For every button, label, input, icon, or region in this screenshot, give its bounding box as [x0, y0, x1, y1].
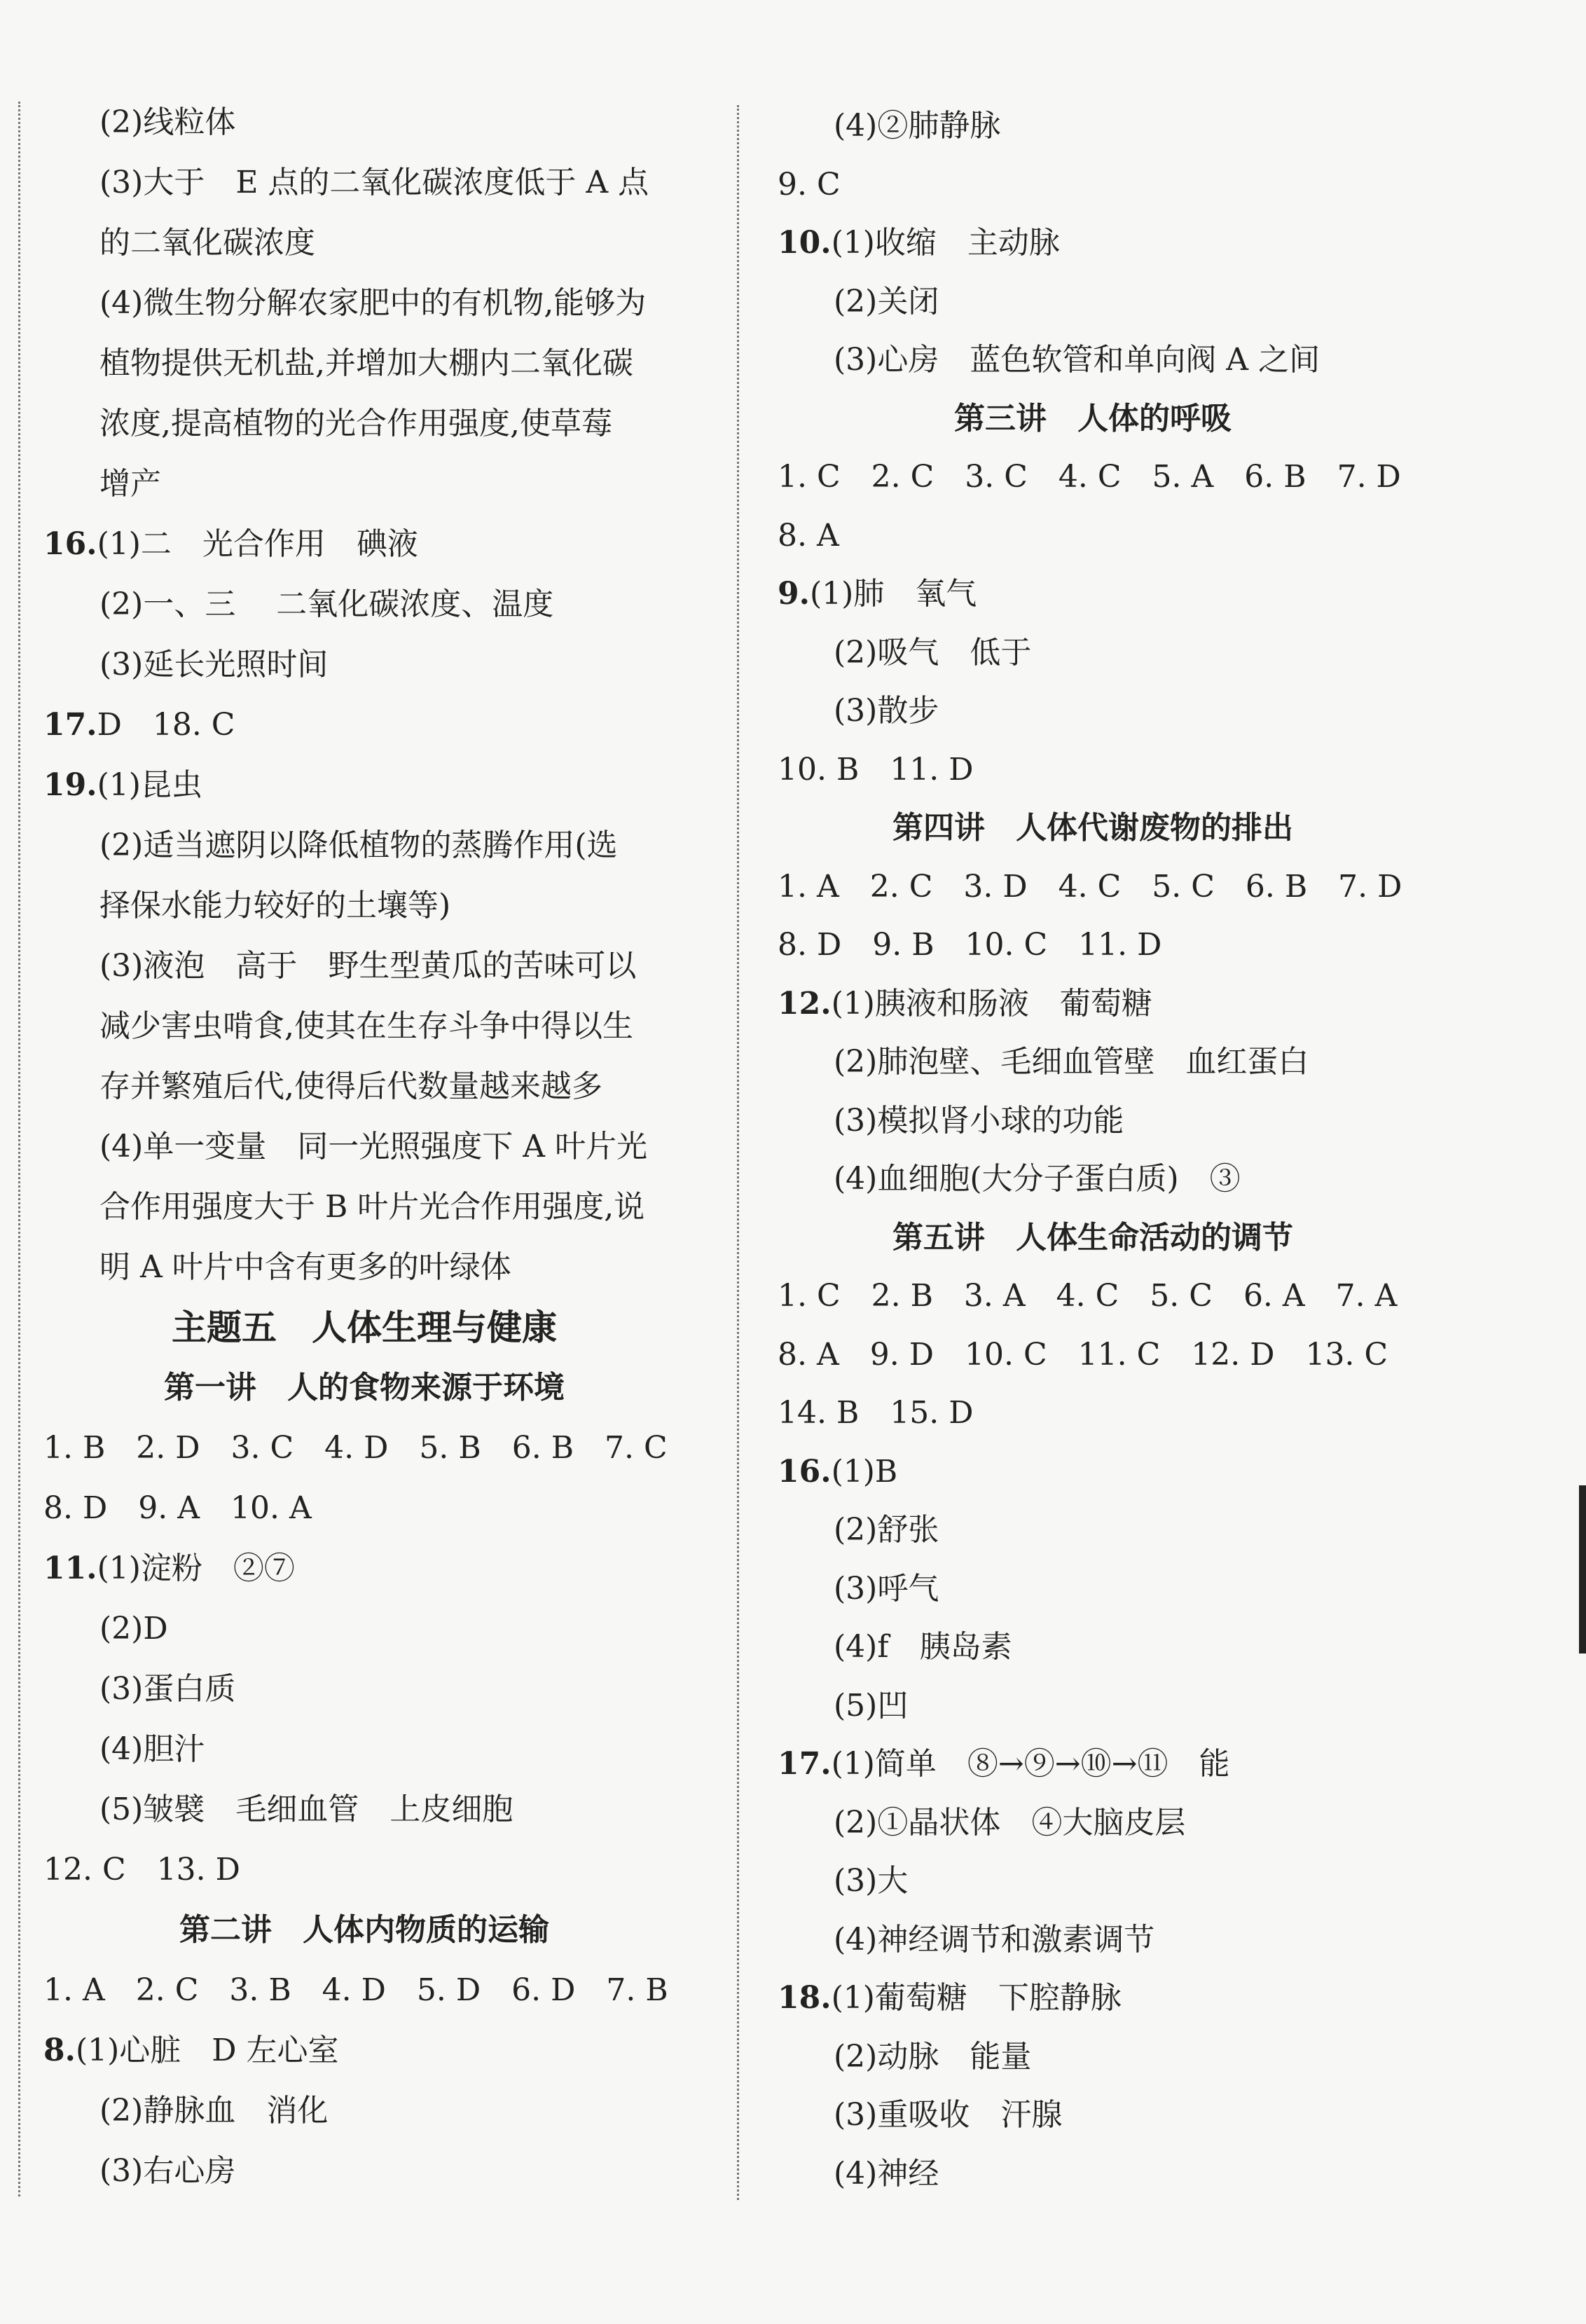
answer-text: (2)舒张	[834, 1512, 939, 1548]
answer-line	[99, 1005, 633, 1047]
answer-line	[778, 983, 1152, 1025]
column-divider-dotted-line	[737, 105, 739, 2200]
heading-text: 第四讲 人体代谢废物的排出	[892, 810, 1293, 846]
heading-text: 第五讲 人体生命活动的调节	[892, 1219, 1293, 1256]
answer-line	[834, 339, 1320, 381]
answer-text: 1. A 2. C 3. D 4. C 5. C 6. B 7. D	[778, 868, 1402, 905]
answer-line	[778, 1977, 1122, 2019]
question-number: 17.	[778, 1746, 832, 1782]
answer-line	[834, 281, 939, 323]
answer-text: (3)心房 蓝色软管和单向阀 A 之间	[834, 342, 1320, 378]
answer-line	[99, 1066, 602, 1108]
answer-line	[99, 1186, 644, 1228]
answer-line	[834, 1158, 1241, 1200]
answer-text: (4)单一变量 同一光照强度下 A 叶片光	[99, 1129, 648, 1164]
left-margin-dotted-line	[18, 102, 20, 2196]
answer-line	[778, 1743, 1230, 1785]
answer-line	[778, 515, 839, 557]
answer-text: 合作用强度大于 B 叶片光合作用强度,说	[99, 1189, 645, 1225]
heading-text: 主题五 人体生理与健康	[172, 1307, 557, 1348]
answer-line	[99, 885, 450, 927]
heading-text: 第二讲 人体内物质的运输	[179, 1912, 549, 1948]
answer-line	[43, 523, 418, 565]
answer-line	[778, 1451, 897, 1493]
section-heading	[743, 398, 1443, 440]
answer-text: 8. D 9. A 10. A	[43, 1490, 312, 1526]
answer-text: (3)延长光照时间	[99, 647, 329, 682]
answer-text: 8. A 9. D 10. C 11. C 12. D 13. C	[778, 1336, 1388, 1373]
answer-line	[99, 1126, 647, 1168]
answer-text: 9. C	[778, 166, 841, 202]
answer-text: (2)线粒体	[99, 104, 236, 140]
answer-text: (4)血细胞(大分子蛋白质) ③	[834, 1161, 1241, 1197]
section-heading	[0, 1367, 729, 1409]
question-number: 16.	[778, 1453, 832, 1490]
question-number: 10.	[778, 225, 832, 261]
answer-line	[99, 644, 328, 686]
question-number: 17.	[43, 707, 97, 743]
answer-text: (1)淀粉 ②⑦	[97, 1551, 295, 1586]
answer-text: 8. A	[778, 517, 839, 554]
answer-line	[43, 1487, 312, 1529]
answer-text: (3)右心房	[99, 2153, 236, 2189]
answer-text: 1. C 2. C 3. C 4. C 5. A 6. B 7. D	[778, 459, 1401, 495]
answer-line	[99, 1608, 168, 1650]
answer-text: (1)二 光合作用 碘液	[97, 526, 418, 562]
answer-line	[778, 1275, 1397, 1317]
answer-line	[834, 1568, 939, 1610]
answer-line	[43, 1849, 240, 1891]
answer-line	[834, 690, 939, 732]
answer-line	[99, 2090, 328, 2132]
answer-line	[99, 2150, 235, 2192]
answer-text: (3)散步	[834, 693, 939, 729]
answer-text: (4)微生物分解农家肥中的有机物,能够为	[99, 285, 647, 321]
answer-text: (2)静脉血 消化	[99, 2093, 329, 2129]
answer-text: (3)呼气	[834, 1570, 939, 1607]
answer-line	[99, 403, 612, 445]
answer-line	[43, 1427, 668, 1469]
answer-line	[834, 2036, 1031, 2078]
question-number: 19.	[43, 767, 97, 803]
answer-text: (3)蛋白质	[99, 1671, 236, 1707]
answer-line	[43, 2030, 339, 2072]
answer-text: (1)心脏 D 左心室	[75, 2033, 339, 2068]
answer-text: D 18. C	[97, 707, 235, 743]
heading-text: 第三讲 人体的呼吸	[954, 400, 1232, 436]
answer-line	[99, 1246, 511, 1288]
answer-line	[99, 1728, 205, 1770]
answer-text: (3)模拟肾小球的功能	[834, 1102, 1124, 1139]
answer-text: (3)大于 E 点的二氧化碳浓度低于 A 点	[99, 165, 649, 200]
answer-text: 的二氧化碳浓度	[99, 225, 315, 261]
answer-text: (4)神经	[834, 2155, 939, 2192]
answer-line	[43, 1969, 668, 2012]
answer-line	[99, 282, 646, 324]
answer-text: (4)神经调节和激素调节	[834, 1921, 1155, 1958]
answer-text: (2)吸气 低于	[834, 634, 1032, 671]
answer-line	[99, 463, 161, 505]
answer-line	[99, 1789, 513, 1831]
answer-text: (3)重吸收 汗腺	[834, 2097, 1063, 2133]
answer-line	[834, 1685, 908, 1727]
question-number: 12.	[778, 985, 832, 1022]
answer-text: (4)f 胰岛素	[834, 1629, 1012, 1665]
answer-line	[834, 1802, 1185, 1844]
answer-text: (2)动脉 能量	[834, 2038, 1032, 2075]
answer-line	[834, 1626, 1012, 1668]
answer-line	[778, 924, 1161, 966]
answer-line	[99, 222, 315, 264]
answer-text: (5)凹	[834, 1687, 909, 1724]
section-heading	[743, 807, 1443, 849]
answer-line	[43, 764, 202, 806]
answer-line	[43, 704, 235, 746]
question-number: 9.	[778, 576, 810, 612]
answer-text: 存并繁殖后代,使得后代数量越来越多	[99, 1068, 602, 1104]
heading-text: 第一讲 人的食物来源于环境	[164, 1370, 565, 1405]
answer-line	[99, 825, 618, 867]
question-number: 18.	[778, 1980, 832, 2016]
answer-line	[778, 749, 974, 791]
answer-text: 1. C 2. B 3. A 4. C 5. C 6. A 7. A	[778, 1278, 1398, 1314]
answer-line	[43, 1548, 295, 1590]
answer-line	[99, 102, 235, 144]
section-heading	[743, 1217, 1443, 1259]
answer-text: (4)②肺静脉	[834, 108, 1001, 144]
answer-text: (2)D	[99, 1611, 168, 1646]
answer-line	[99, 343, 633, 385]
question-number: 11.	[43, 1551, 97, 1586]
answer-text: (1)简单 ⑧→⑨→⑩→⑪ 能	[831, 1746, 1230, 1782]
section-heading	[0, 1909, 729, 1951]
answer-text: (3)液泡 高于 野生型黄瓜的苦味可以	[99, 948, 637, 984]
section-heading	[0, 1307, 729, 1349]
answer-text: (5)皱襞 毛细血管 上皮细胞	[99, 1792, 513, 1827]
answer-text: (2)一、三 二氧化碳浓度、温度	[99, 586, 554, 622]
answer-text: 14. B 15. D	[778, 1395, 974, 1431]
question-number: 8.	[43, 2033, 76, 2068]
answer-line	[99, 162, 649, 204]
answer-line	[834, 1041, 1309, 1083]
answer-text: (2)①晶状体 ④大脑皮层	[834, 1804, 1186, 1841]
answer-text: 增产	[99, 466, 161, 502]
question-number: 16.	[43, 526, 97, 562]
answer-text: (4)胆汁	[99, 1731, 205, 1767]
answer-text: 1. B 2. D 3. C 4. D 5. B 6. B 7. C	[43, 1430, 668, 1466]
answer-text: 1. A 2. C 3. B 4. D 5. D 6. D 7. B	[43, 1972, 668, 2008]
answer-line	[834, 105, 1000, 147]
answer-text: 减少害虫啃食,使其在生存斗争中得以生	[99, 1008, 633, 1044]
answer-text: 择保水能力较好的土壤等)	[99, 888, 451, 923]
answer-text: (2)肺泡壁、毛细血管壁 血红蛋白	[834, 1044, 1309, 1080]
answer-text: (1)昆虫	[97, 767, 202, 803]
answer-line	[834, 1919, 1154, 1961]
answer-text: (1)胰液和肠液 葡萄糖	[831, 985, 1152, 1022]
answer-text: 10. B 11. D	[778, 751, 974, 788]
answer-line	[778, 164, 841, 206]
answer-text: (3)大	[834, 1863, 909, 1899]
answer-text: (1)肺 氧气	[809, 576, 977, 612]
answer-line	[834, 2094, 1062, 2136]
answer-text: (1)葡萄糖 下腔静脉	[831, 1980, 1122, 2016]
answer-line	[834, 1509, 939, 1551]
answer-text: 12. C 13. D	[43, 1852, 240, 1888]
answer-text: (2)关闭	[834, 283, 939, 319]
answer-line	[778, 456, 1401, 498]
answer-line	[778, 1392, 974, 1434]
answer-line	[778, 866, 1402, 908]
page-edge-marker	[1579, 1485, 1586, 1653]
answer-text: (1)收缩 主动脉	[831, 225, 1060, 261]
answer-text: 8. D 9. B 10. C 11. D	[778, 927, 1162, 963]
answer-text: 植物提供无机盐,并增加大棚内二氧化碳	[99, 345, 633, 381]
answer-line	[834, 1860, 908, 1902]
answer-text: (2)适当遮阴以降低植物的蒸腾作用(选	[99, 827, 618, 863]
answer-line	[99, 945, 636, 987]
answer-line	[778, 222, 1060, 264]
answer-line	[834, 1100, 1124, 1142]
answer-line	[778, 573, 977, 615]
answer-text: 浓度,提高植物的光合作用强度,使草莓	[99, 406, 612, 441]
answer-line	[99, 1668, 235, 1710]
answer-line	[834, 2153, 939, 2195]
answer-text: (1)B	[831, 1453, 898, 1490]
answer-line	[99, 584, 553, 626]
answer-text: 明 A 叶片中含有更多的叶绿体	[99, 1249, 511, 1285]
answer-line	[834, 632, 1031, 674]
answer-line	[778, 1334, 1388, 1376]
